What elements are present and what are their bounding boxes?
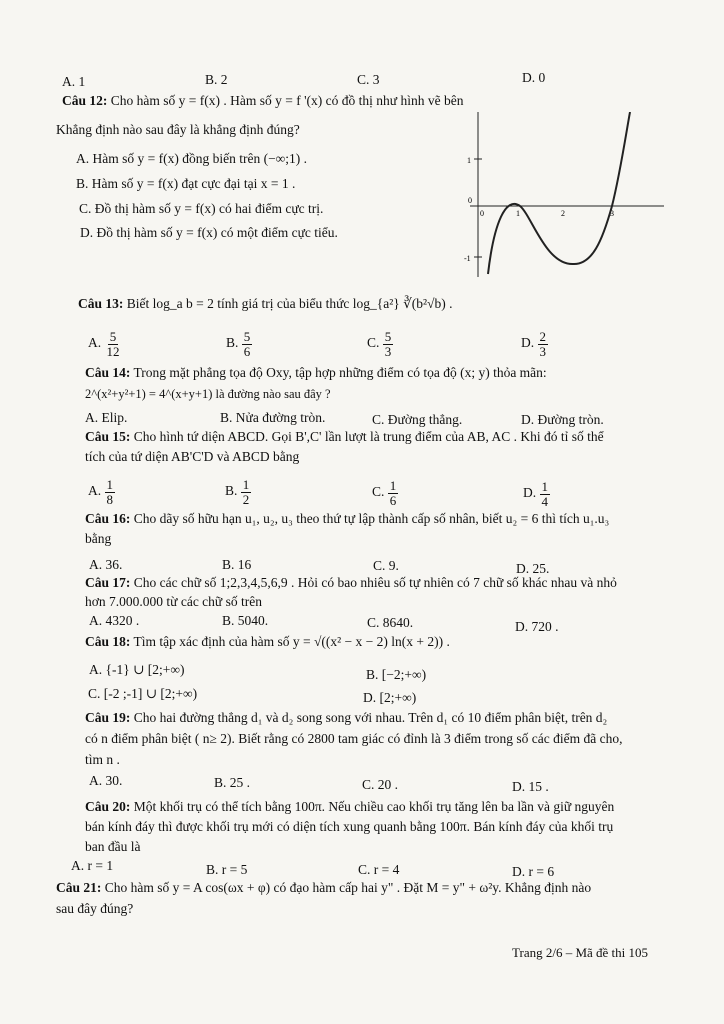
option-a: A. {-1} ∪ [2;+∞) xyxy=(89,662,185,677)
question-label: Câu 19: xyxy=(85,710,131,725)
option-letter: C. xyxy=(372,484,385,500)
option-b xyxy=(226,330,252,358)
option-d: D. [2;+∞) xyxy=(363,690,417,705)
option-letter: D. xyxy=(521,335,535,351)
xtick-label-2: 2 xyxy=(561,209,565,218)
question-label: Câu 18: xyxy=(85,634,131,649)
option-letter: B. xyxy=(226,335,239,351)
question-16 xyxy=(85,511,609,527)
option-a: A. Elip. xyxy=(85,410,128,425)
fraction: $\frac{1}{2}$ xyxy=(242,477,250,507)
derivative-curve xyxy=(488,112,630,274)
fraction: $\frac{5}{3}$ xyxy=(384,329,392,359)
option-letter: A. xyxy=(88,483,102,499)
option-d: D. 25. xyxy=(516,561,550,576)
option-c: C. 20 . xyxy=(362,777,399,792)
option-d: D. 720 . xyxy=(515,619,559,634)
xtick-label-0: 0 xyxy=(480,209,484,218)
question-text-line2: tích của tứ diện AB'C'D và ABCD bằng xyxy=(85,449,300,464)
option-c: C. Đồ thị hàm số y = f(x) có hai điểm cực trị. xyxy=(79,201,324,216)
option-letter: B. xyxy=(225,483,238,499)
answer-d: D. 0 xyxy=(522,70,546,85)
question-text-line2: có n điểm phân biệt ( n≥ 2). Biết rằng có 2800 tam giác có đỉnh là 3 điểm trong số các điểm đã cho, xyxy=(85,731,623,746)
question-label: Câu 13: xyxy=(78,296,124,311)
option-d: D. Đồ thị hàm số y = f(x) có một điểm cực tiểu. xyxy=(80,225,338,240)
option-d: D. 15 . xyxy=(512,779,549,794)
option-b: B. 25 . xyxy=(214,775,251,790)
fraction: $\frac{5}{12}$ xyxy=(106,329,120,359)
fraction: $\frac{1}{8}$ xyxy=(106,477,113,507)
question-text: Cho hàm số y = f(x) . Hàm số y = f '(x) có đồ thị như hình vẽ bên xyxy=(110,93,464,108)
derivative-graph xyxy=(440,112,664,277)
option-c: C. 9. xyxy=(373,558,399,573)
option-letter: C. xyxy=(367,335,380,351)
option-c: C. Đường thẳng. xyxy=(372,412,463,427)
equation: 2^(x²+y²+1) = 4^(x+y+1) là đường nào sau đây ? xyxy=(85,387,331,401)
question-text: Cho các chữ số 1;2,3,4,5,6,9 . Hỏi có bao nhiêu số tự nhiên có 7 chữ số khác nhau và nhỏ xyxy=(133,575,617,590)
option-c xyxy=(367,330,393,358)
fraction: $\frac{2}{3}$ xyxy=(539,329,546,359)
question-prompt: Khẳng định nào sau đây là khẳng định đúng? xyxy=(56,122,300,137)
question-label: Câu 16: xyxy=(85,511,131,526)
page-footer: Trang 2/6 – Mã đề thi 105 xyxy=(512,945,649,960)
option-b: B. Hàm số y = f(x) đạt cực đại tại x = 1 . xyxy=(76,176,296,191)
fraction: $\frac{1}{4}$ xyxy=(541,479,548,509)
question-text-line3: ban đầu là xyxy=(85,839,141,854)
option-letter: A. xyxy=(88,335,102,351)
option-d: D. r = 6 xyxy=(512,864,555,879)
option-a: A. Hàm số y = f(x) đồng biến trên (−∞;1) . xyxy=(76,151,308,166)
question-text: Trong mặt phẳng tọa độ Oxy, tập hợp những điểm có tọa độ (x; y) thỏa mãn: xyxy=(133,365,547,380)
option-a: A. 30. xyxy=(89,773,123,788)
answer-a: A. 1 xyxy=(62,74,86,89)
question-18 xyxy=(85,634,450,650)
question-19 xyxy=(85,710,607,726)
origin-label: 0 xyxy=(468,196,472,205)
option-a xyxy=(88,330,122,358)
question-13 xyxy=(78,296,452,312)
option-a: A. 4320 . xyxy=(89,613,140,628)
question-20 xyxy=(85,799,614,815)
ytick-label-top: 1 xyxy=(467,156,471,165)
question-15 xyxy=(85,429,604,445)
option-d: D. Đường tròn. xyxy=(521,412,604,427)
question-label: Câu 17: xyxy=(85,575,131,590)
question-label: Câu 15: xyxy=(85,429,131,444)
option-b: B. [−2;+∞) xyxy=(366,667,427,682)
fraction: $\frac{1}{6}$ xyxy=(389,478,397,508)
question-text-line2: hơn 7.000.000 từ các chữ số trên xyxy=(85,594,262,609)
xtick-label-1: 1 xyxy=(516,209,520,218)
question-text-line2: bằng xyxy=(85,531,112,546)
answer-c: C. 3 xyxy=(357,72,380,87)
question-label: Câu 20: xyxy=(85,799,131,814)
option-b: B. 16 xyxy=(222,557,252,572)
option-b xyxy=(225,478,251,506)
xtick-label-3: 3 xyxy=(610,209,614,218)
option-b: B. r = 5 xyxy=(206,862,248,877)
question-text: Biết log_a b = 2 tính giá trị của biểu thức log_{a²} ∛(b²√b) . xyxy=(126,296,453,311)
option-a: A. r = 1 xyxy=(71,858,114,873)
question-label: Câu 14: xyxy=(85,365,131,380)
option-a: A. 36. xyxy=(89,557,123,572)
option-b: B. Nửa đường tròn. xyxy=(220,410,326,425)
question-text: Tìm tập xác định của hàm số y = √((x² − x − 2) ln(x + 2)) . xyxy=(133,634,450,649)
question-21 xyxy=(56,880,591,896)
option-d xyxy=(523,480,550,508)
question-17 xyxy=(85,575,617,591)
option-c: C. r = 4 xyxy=(358,862,400,877)
question-text: Cho hai đường thẳng d₁ và d₂ song song với nhau. Trên d₁ có 10 điểm phân biệt, trên d₂ xyxy=(133,710,608,725)
option-c: C. 8640. xyxy=(367,615,414,630)
option-b: B. 5040. xyxy=(222,613,269,628)
question-14 xyxy=(85,365,547,381)
option-c: C. [-2 ;-1] ∪ [2;+∞) xyxy=(88,686,198,701)
question-label: Câu 12: xyxy=(62,93,108,108)
question-text: Cho hình tứ diện ABCD. Gọi B',C' lần lượt là trung điểm của AB, AC . Khi đó tỉ số thể xyxy=(133,429,604,444)
option-letter: D. xyxy=(523,485,537,501)
option-a xyxy=(88,478,115,506)
answer-b: B. 2 xyxy=(205,72,228,87)
ytick-label-bottom: -1 xyxy=(464,254,471,263)
question-text-line2: sau đây đúng? xyxy=(56,901,134,916)
question-text-line3: tìm n . xyxy=(85,752,120,767)
question-text: Cho dãy số hữu hạn u₁, u₂, u₃ theo thứ tự lập thành cấp số nhân, biết u₂ = 6 thì tích u₁.u₃ xyxy=(133,511,610,526)
question-label: Câu 21: xyxy=(56,880,102,895)
option-d xyxy=(521,330,548,358)
question-text-line2: bán kính đáy thì được khối trụ mới có diện tích xung quanh bằng 100π. Bán kính đáy của khối trụ xyxy=(85,819,614,834)
option-c xyxy=(372,479,398,507)
question-text: Cho hàm số y = A cos(ωx + φ) có đạo hàm cấp hai y" . Đặt M = y" + ω²y. Khẳng định nào xyxy=(104,880,592,895)
fraction: $\frac{5}{6}$ xyxy=(243,329,251,359)
question-text: Một khối trụ có thể tích bằng 100π. Nếu chiều cao khối trụ tăng lên ba lần và giữ nguyên xyxy=(133,799,615,814)
question-12 xyxy=(62,93,463,109)
